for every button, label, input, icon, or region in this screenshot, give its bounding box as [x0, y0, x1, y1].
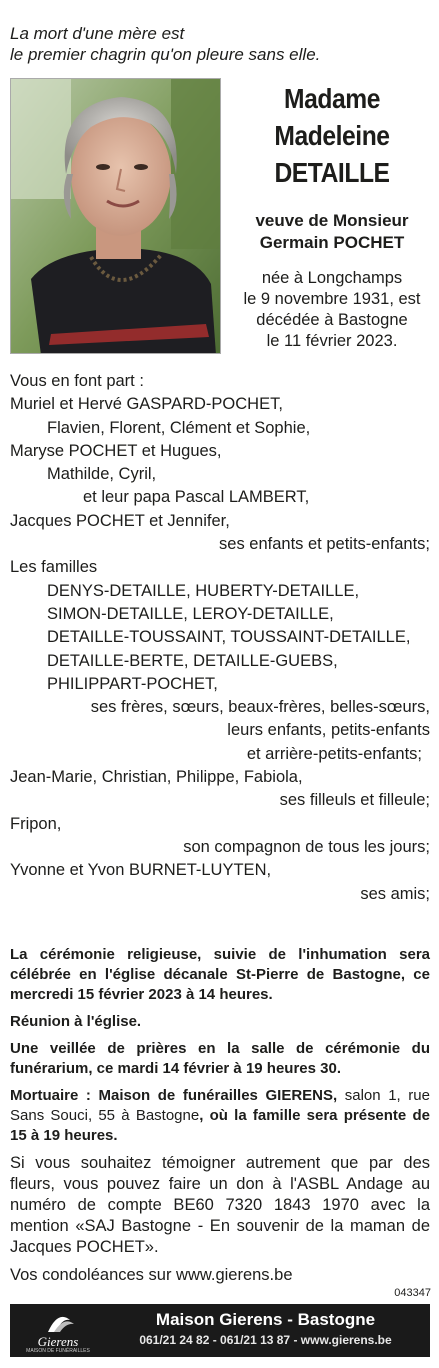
family-line: Vous en font part :	[10, 372, 144, 390]
logo-icon	[18, 1310, 98, 1336]
family-list	[10, 370, 430, 906]
family-line: Muriel et Hervé GASPARD-POCHET,	[10, 395, 283, 414]
footer-title: Maison Gierens - Bastogne	[155, 1310, 376, 1329]
vigil-paragraph: Une veillée de prières en la salle de cérémonie du funérarium, ce mardi 14 février à 19 heures 30.	[10, 1040, 430, 1077]
portrait-photo	[10, 78, 221, 354]
family-line: SIMON-DETAILLE, LEROY-DETAILLE,	[47, 604, 334, 623]
family-line: ses amis;	[360, 884, 430, 903]
donation-paragraph: Si vous souhaitez témoigner autrement que par des fleurs, vous pouvez faire un don à l'ASBL Andage au numéro de compte BE60 7320 1843 1970 avec la mention «SAJ Bastogne - En souvenir de la maman de Jacques POCHET».	[10, 1154, 430, 1256]
logo-name: Gierens	[37, 1334, 79, 1349]
mortuary-name: Mortuaire : Maison de funérailles GIERENS,	[10, 1087, 338, 1104]
widow-line-1: veuve de Monsieur	[255, 211, 409, 230]
footer-contact: 061/21 24 82 - 061/21 13 87 - www.gierens.be	[139, 1333, 392, 1347]
widow-line-2: Germain POCHET	[259, 233, 405, 252]
name-first: Madeleine	[274, 120, 390, 151]
funeral-home-footer	[10, 1304, 430, 1357]
birth-line: le 9 novembre 1931, est	[243, 290, 421, 308]
condolences-paragraph: Vos condoléances sur www.gierens.be	[10, 1266, 293, 1284]
family-line: DENYS-DETAILLE, HUBERTY-DETAILLE,	[47, 581, 360, 600]
family-line: ses enfants et petits-enfants;	[219, 535, 430, 554]
family-line: ses frères, sœurs, beaux-frères, belles-sœurs,	[90, 698, 430, 717]
mortuary-paragraph	[10, 1086, 430, 1146]
family-line: Flavien, Florent, Clément et Sophie,	[47, 418, 311, 437]
family-line: DETAILLE-TOUSSAINT, TOUSSAINT-DETAILLE,	[47, 628, 411, 647]
epitaph-quote	[10, 23, 320, 65]
family-line: et leur papa Pascal LAMBERT,	[83, 488, 310, 507]
reunion-paragraph: Réunion à l'église.	[10, 1013, 142, 1030]
funeral-home-logo	[18, 1310, 98, 1352]
family-line: DETAILLE-BERTE, DETAILLE-GUEBS,	[47, 651, 338, 670]
family-line: Yvonne et Yvon BURNET-LUYTEN,	[10, 861, 272, 880]
quote-line-2: le premier chagrin qu'on pleure sans elle.	[10, 45, 321, 64]
family-line: leurs enfants, petits-enfants	[227, 721, 430, 740]
deceased-name	[232, 80, 432, 191]
family-line: Les familles	[10, 558, 98, 577]
ceremony-details	[10, 945, 430, 1293]
widow-of	[232, 210, 432, 254]
name-title: Madame	[284, 83, 380, 114]
logo-subtitle: MAISON DE FUNÉRAILLES	[26, 1348, 90, 1354]
birth-line: décédée à Bastogne	[256, 311, 408, 329]
family-line: ses filleuls et filleule;	[279, 791, 430, 810]
family-line: et arrière-petits-enfants;	[246, 744, 422, 763]
reference-number: 043347	[394, 1287, 431, 1299]
family-line: Jacques POCHET et Jennifer,	[10, 511, 230, 530]
family-line: Mathilde, Cyril,	[47, 465, 157, 484]
family-line: PHILIPPART-POCHET,	[47, 674, 218, 693]
birth-line: le 11 février 2023.	[266, 332, 398, 350]
mortuary-address: salon 1, rue Sans Souci, 55 à Bastogne	[10, 1087, 430, 1124]
family-line: son compagnon de tous les jours;	[183, 837, 430, 856]
family-line: Fripon,	[10, 814, 62, 833]
birth-death-info	[232, 268, 432, 352]
mortuary-hours: , où la famille sera présente de 15 à 19 heures.	[10, 1107, 430, 1144]
family-line: Maryse POCHET et Hugues,	[10, 441, 222, 460]
ceremony-paragraph: La cérémonie religieuse, suivie de l'inhumation sera célébrée en l'église décanale St-Pierre de Bastogne, ce mercredi 15 février 2023 à 14 heures.	[10, 946, 430, 1003]
birth-line: née à Longchamps	[261, 269, 403, 287]
portrait-image	[11, 79, 221, 354]
name-last: DETAILLE	[274, 157, 390, 188]
quote-line-1: La mort d'une mère est	[10, 24, 185, 43]
family-line: Jean-Marie, Christian, Philippe, Fabiola,	[10, 768, 303, 787]
